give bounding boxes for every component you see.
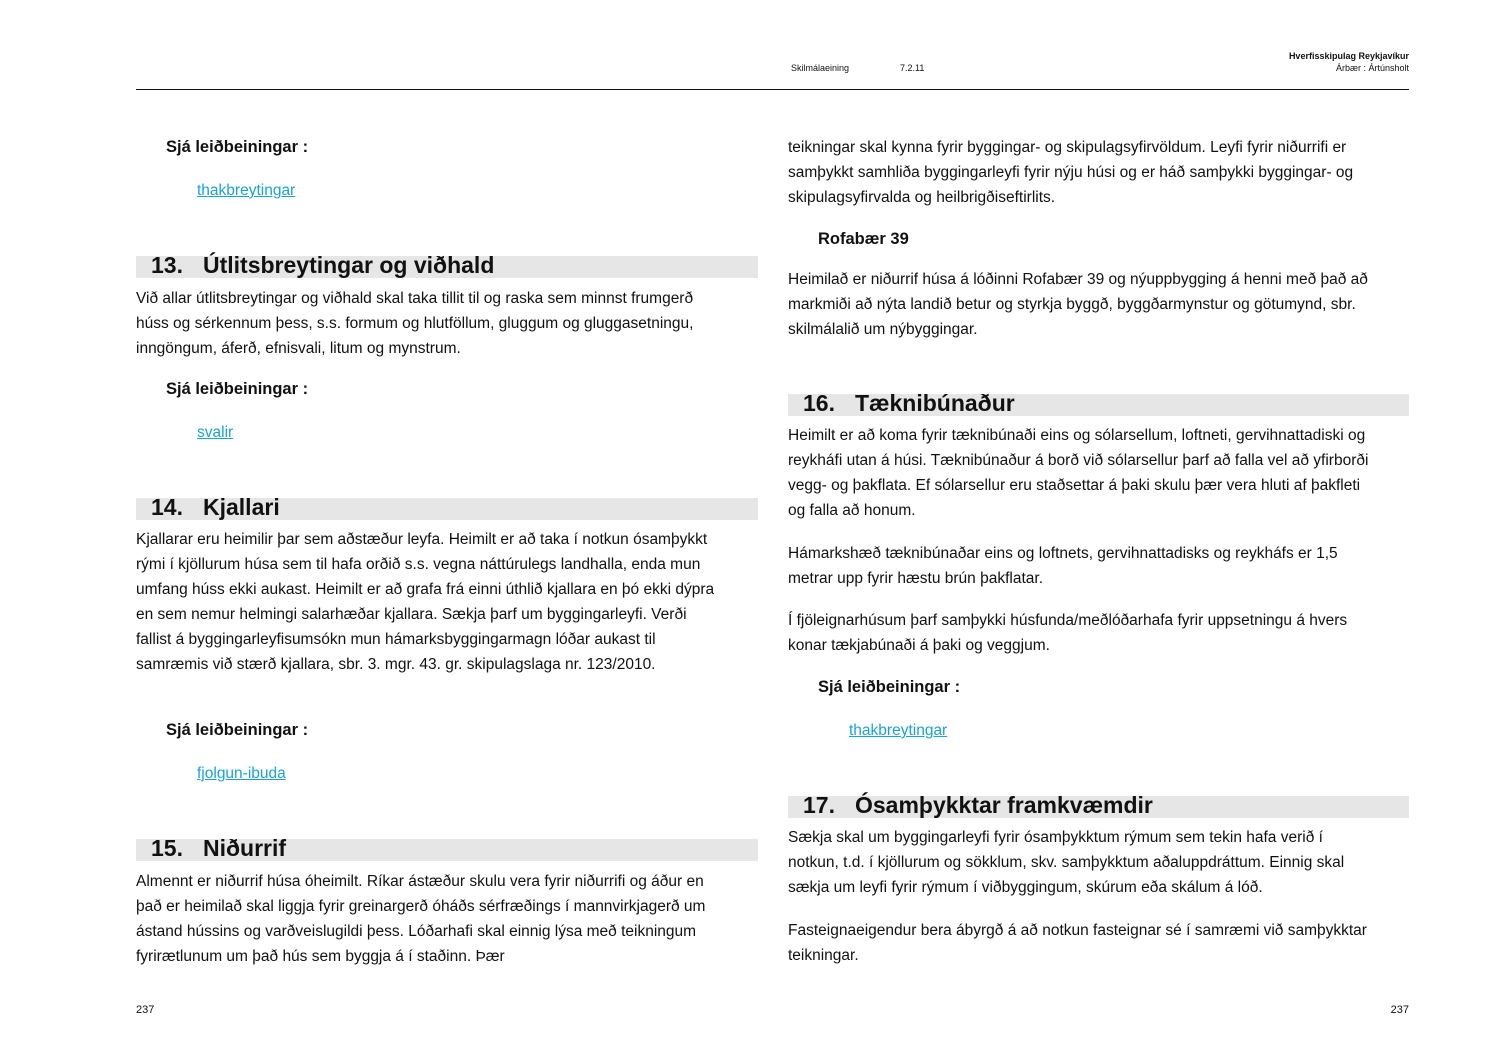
- section-title: Kjallari: [203, 494, 280, 520]
- page-number: 237: [1390, 1004, 1409, 1016]
- page-number: 237: [136, 1004, 155, 1016]
- section-16-text-a: Heimilt er að koma fyrir tæknibúnaði eins og sólarsellum, loftneti, gervihnattadiski og reykháfi utan á húsi. Tæknibúnaður á borð við sólarsellur þarf að falla vel að yfirborði vegg- og þakflata. Ef sólarsellur eru staðsettar á þaki skulu þær vera hluti af þakfleti og falla að honum.: [788, 427, 1369, 519]
- header-title-block: [1289, 50, 1409, 74]
- rofabaer-text: Heimilað er niðurrif húsa á lóðinni Rofabær 39 og nýuppbygging á henni með það að markmiði að nýta landið betur og styrkja byggð, byggðarmynstur og götumynd, sbr. skilmálalið um nýbyggingar.: [788, 271, 1368, 338]
- guideline-link-thakbreytingar[interactable]: thakbreytingar: [849, 722, 948, 739]
- section-13-text: Við allar útlitsbreytingar og viðhald skal taka tillit til og raska sem minnst frumgerð húss og sérkennum þess, s.s. formum og hlutföllum, gluggum og gluggasetningu, inngöngum, áferð, efnisvali, litum og mynstrum.: [136, 290, 694, 357]
- section-17-text-b: Fasteignaeigendur bera ábyrgð á að notkun fasteignar sé í samræmi við samþykktar teikningar.: [788, 922, 1367, 964]
- section-16-text-c: Í fjöleignarhúsum þarf samþykki húsfunda/meðlóðarhafa fyrir uppsetningu á hvers konar tækjabúnaði á þaki og veggjum.: [788, 612, 1348, 654]
- header-unit-number: 7.2.11: [900, 63, 925, 73]
- section-heading-16: [788, 390, 1409, 416]
- section-15-continued-text: teikningar skal kynna fyrir byggingar- og skipulagsyfirvöldum. Leyfi fyrir niðurrifi er samþykkt samhliða byggingarleyfi fyrir nýju húsi og er háð samþykki byggingar- og skipulagsyfirvalda og heilbrigðiseftirlits.: [788, 139, 1354, 206]
- section-heading-17: [788, 792, 1409, 818]
- section-number: 16.: [803, 390, 835, 416]
- see-guidelines-label: Sjá leiðbeiningar :: [166, 380, 309, 398]
- header-unit-label: Skilmálaeining: [791, 63, 850, 73]
- guideline-link-thakbreytingar[interactable]: thakbreytingar: [197, 182, 296, 199]
- section-title: Niðurrif: [203, 835, 287, 861]
- guideline-link-svalir[interactable]: svalir: [197, 424, 234, 441]
- section-15-text: Almennt er niðurrif húsa óheimilt. Ríkar ástæður skulu vera fyrir niðurrifi og áður en það er heimilað skal liggja fyrir greinargerð óháðs sérfræðings í mannvirkjagerð um ástand hússins og varðveislugildi þess. Lóðarhafi skal einnig lýsa með teikningum fyrirætlunum um það hús sem byggja á í staðinn. Þær: [136, 873, 706, 965]
- section-number: 14.: [151, 494, 183, 520]
- section-number: 17.: [803, 792, 835, 818]
- section-heading-15: [136, 835, 758, 861]
- section-heading-14: [136, 494, 758, 520]
- header-plan-title: Hverfisskipulag Reykjavíkur: [1288, 51, 1409, 61]
- section-number: 13.: [151, 252, 183, 278]
- section-16-text-b: Hámarkshæð tæknibúnaðar eins og loftnets, gervihnattadisks og reykháfs er 1,5 metrar upp fyrir hæstu brún þakflatar.: [788, 545, 1338, 587]
- header-area: Árbær : Ártúnsholt: [1335, 63, 1409, 73]
- section-14-text: Kjallarar eru heimilir þar sem aðstæður leyfa. Heimilt er að taka í notkun ósamþykkt rými í kjöllurum húsa sem til hafa orðið s.s. vegna náttúrulegs landhalla, enda mun umfang húss ekki aukast. Heimilt er að grafa frá einni úthlið kjallara en þó ekki dýpra en sem nemur helmingi salarhæðar kjallara. Sækja þarf um byggingarleyfi. Verði fallist á byggingarleyfisumsókn mun hámarksbyggingarmagn lóðar aukast til samræmis við stærð kjallara, sbr. 3. mgr. 43. gr. skipulagslaga nr. 123/2010.: [136, 531, 715, 673]
- section-heading-13: [136, 252, 758, 278]
- section-number: 15.: [151, 835, 183, 861]
- guideline-link-fjolgun-ibuda[interactable]: fjolgun-ibuda: [197, 765, 286, 782]
- section-17-text-a: Sækja skal um byggingarleyfi fyrir ósamþykktum rýmum sem tekin hafa verið í notkun, t.d. í kjöllurum og sökklum, skv. samþykktum aðaluppdráttum. Einnig skal sækja um leyfi fyrir rýmum í viðbyggingum, skúrum eða skálum á lóð.: [788, 829, 1345, 896]
- header-rule: [136, 89, 1409, 90]
- section-title: Útlitsbreytingar og viðhald: [203, 252, 495, 278]
- section-title: Tæknibúnaður: [855, 390, 1015, 416]
- subheading-rofabaer: Rofabær 39: [818, 230, 909, 248]
- see-guidelines-label: Sjá leiðbeiningar :: [818, 678, 961, 696]
- section-title: Ósamþykktar framkvæmdir: [855, 792, 1153, 818]
- see-guidelines-label: Sjá leiðbeiningar :: [166, 138, 309, 156]
- see-guidelines-label: Sjá leiðbeiningar :: [166, 721, 309, 739]
